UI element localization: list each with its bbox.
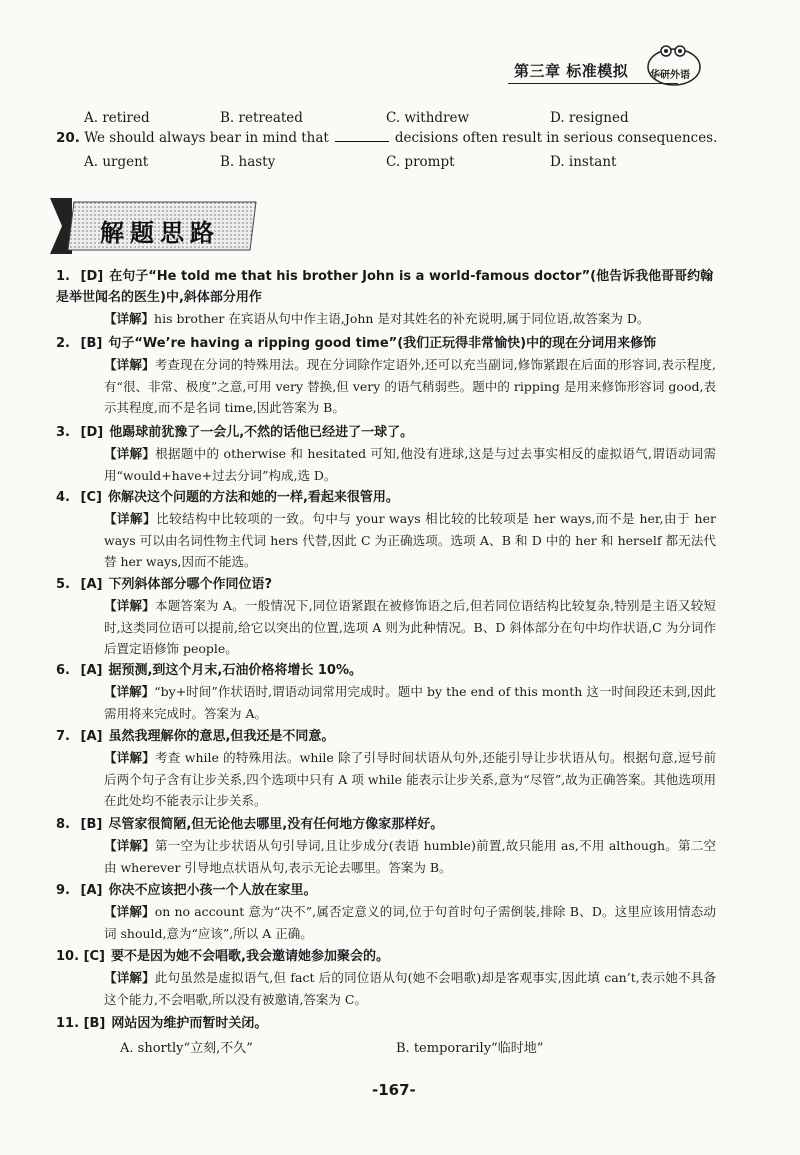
answer-heading: 11. [B] 网站因为维护而暂时关闭。 [56, 1016, 268, 1031]
question-20 [56, 130, 717, 146]
answer-heading: 8. [B] 尽管家很简陋,但无论他去哪里,没有任何地方像家那样好。 [56, 817, 444, 832]
answer-heading: 3. [D] 他踢球前犹豫了一会儿,不然的话他已经进了一球了。 [56, 425, 414, 440]
frog-logo-icon [646, 42, 702, 88]
logo-text: 华研外语 [650, 70, 690, 81]
chapter-title: 第三章 标准模拟 [514, 62, 629, 80]
answer-item-7 [56, 726, 716, 812]
answer-detail: 【详解】考查 while 的特殊用法。while 除了引导时间状语从句外,还能引导让步状语从句。根据句意,逗号前后两个句子含有让步关系,四个选项中只有 A 项 while 能表示让步关系,意为“尽管”,故为正确答案。其他选项用在此处均不能表示让步关系。 [104, 750, 716, 808]
option-c: C. withdrew [386, 110, 470, 126]
choice-a: A. shortly“立刻,不久” [120, 1041, 253, 1056]
answer-item-5 [56, 574, 716, 660]
choice-b: B. temporarily“临时地” [396, 1041, 544, 1056]
answer-heading: 10. [C] 要不是因为她不会唱歌,我会邀请她参加聚会的。 [56, 949, 389, 964]
answer-detail: 【详解】on no account 意为“决不”,属否定意义的词,位于句首时句子需倒装,排除 B、D。这里应该用情态动词 should,意为“应该”,所以 A 正确。 [104, 904, 716, 941]
answer-detail: 【详解】根据题中的 otherwise 和 hesitated 可知,他没有进球,这是与过去事实相反的虚拟语气,谓语动词需用“would+have+过去分词”构成,选 D。 [104, 446, 716, 483]
answer-item-2 [56, 333, 716, 419]
answer-heading: 1. [D] 在句子“He told me that his brother John is a world-famous doctor”(他告诉我他哥哥约翰是举世闻名的医生)中,斜体部分用作 [56, 269, 714, 305]
answer-item-3 [56, 422, 716, 486]
answer-heading: 5. [A] 下列斜体部分哪个作同位语? [56, 577, 273, 592]
answer-heading: 4. [C] 你解决这个问题的方法和她的一样,看起来很管用。 [56, 490, 399, 505]
section-title: 解题思路 [100, 219, 220, 247]
option-b: B. retreated [220, 110, 303, 126]
question-stem-before: We should always bear in mind that [84, 130, 329, 146]
option-d: D. resigned [550, 110, 629, 126]
answer-detail: 【详解】第一空为让步状语从句引导词,且让步成分(表语 humble)前置,故只能用 as,不用 although。第二空由 wherever 引导地点状语从句,表示无论去哪里。答案为 B。 [104, 838, 716, 875]
answer-detail: 【详解】此句虽然是虚拟语气,但 fact 后的同位语从句(她不会唱歌)却是客观事实,因此填 can’t,表示她不具备这个能力,不会唱歌,所以没有被邀请,答案为 C。 [104, 970, 716, 1007]
answer-detail: 【详解】本题答案为 A。一般情况下,同位语紧跟在被修饰语之后,但若同位语结构比较复杂,特别是主语又较短时,这类同位语可以提前,给它以突出的位置,选项 A 则为此种情况。B、D 斜体部分在句中均作状语,C 为分词作后置定语修饰 people。 [104, 598, 716, 656]
answer-blank [335, 141, 389, 142]
answer-heading: 9. [A] 你决不应该把小孩一个人放在家里。 [56, 883, 317, 898]
answer-detail: 【详解】“by+时间”作状语时,谓语动词常用完成时。题中 by the end of this month 这一时间段还未到,因此需用将来完成时。答案为 A。 [104, 684, 716, 721]
option-b: B. hasty [220, 154, 276, 170]
answer-item-1 [56, 266, 716, 330]
answer-item-6 [56, 660, 716, 724]
answer-item-11 [56, 1013, 716, 1034]
option-c: C. prompt [386, 154, 455, 170]
answer-item-9 [56, 880, 716, 944]
question-stem-after: decisions often result in serious consequences. [394, 130, 718, 146]
answer-heading: 2. [B] 句子“We’re having a ripping good time”(我们正玩得非常愉快)中的现在分词用来修饰 [56, 336, 657, 351]
page-header [508, 52, 778, 92]
answer-detail: 【详解】his brother 在宾语从句中作主语,John 是对其姓名的补充说明,属于同位语,故答案为 D。 [104, 311, 650, 326]
answer-detail: 【详解】比较结构中比较项的一致。句中与 your ways 相比较的比较项是 her ways,而不是 her,由于 her ways 可以由名词性物主代词 hers 代替,因此 C 为正确选项。选项 A、B 和 D 中的 her 和 herself 都无法代替 her ways,因而不能选。 [104, 511, 716, 569]
option-d: D. instant [550, 154, 617, 170]
answer-item-10 [56, 946, 716, 1010]
answer-item-4 [56, 487, 716, 573]
answer-detail: 【详解】考查现在分词的特殊用法。现在分词除作定语外,还可以充当副词,修饰紧跟在后面的形容词,表示程度,有“很、非常、极度”之意,可用 very 替换,但 very 的语气稍弱些。题中的 ripping 是用来修饰形容词 good,表示其程度,而不是名词 time,因此答案为 B。 [104, 357, 716, 415]
answer-item-8 [56, 814, 716, 878]
page-number: -167- [372, 1081, 416, 1099]
answer-heading: 6. [A] 据预测,到这个月末,石油价格将增长 10%。 [56, 663, 363, 678]
question-number: 20. [56, 130, 80, 146]
option-a: A. retired [84, 110, 150, 126]
answer-heading: 7. [A] 虽然我理解你的意思,但我还是不同意。 [56, 729, 335, 744]
option-a: A. urgent [84, 154, 149, 170]
